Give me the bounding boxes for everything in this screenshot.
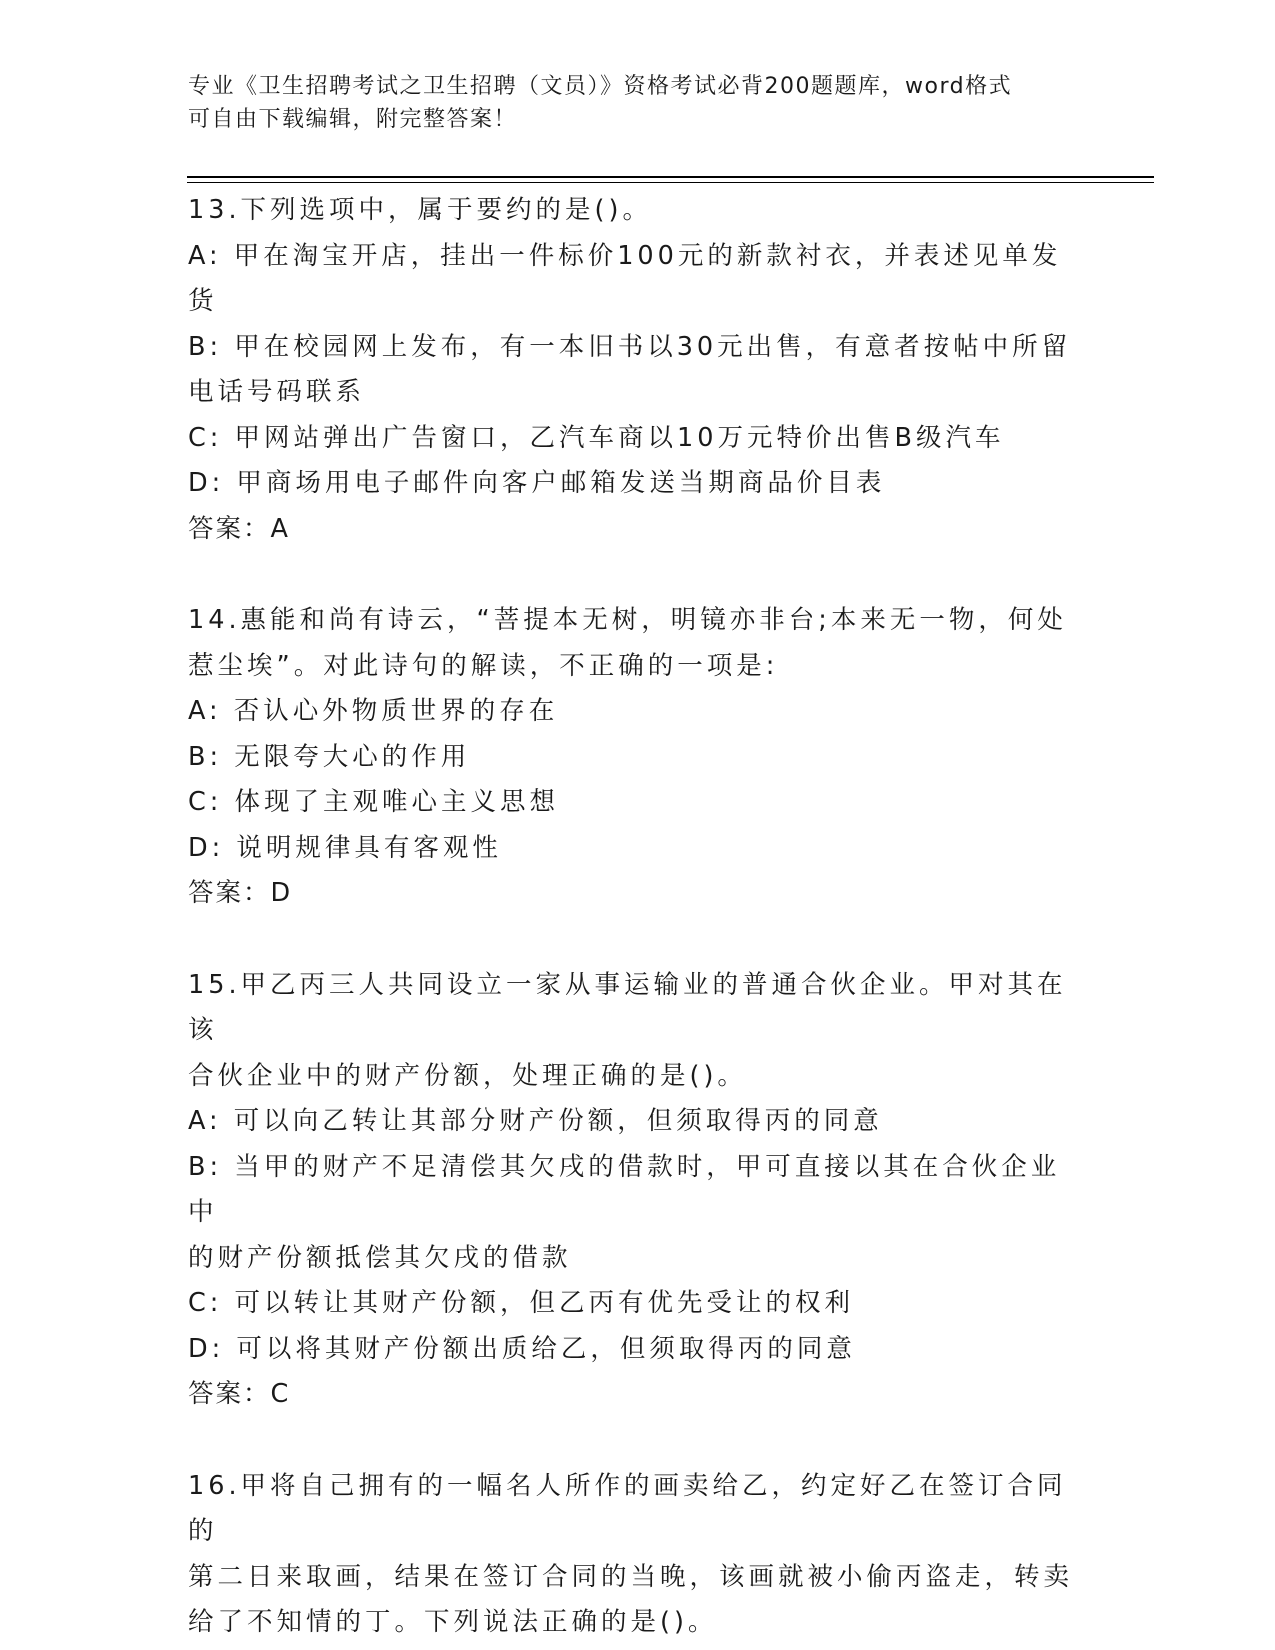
question-stem-continued: 合伙企业中的财产份额，处理正确的是()。 [188,1060,747,1091]
question-stem: 16.甲将自己拥有的一幅名人所作的画卖给乙，约定好乙在签订合同的 [188,1470,1067,1546]
option-d: D: 可以将其财产份额出质给乙，但须取得丙的同意 [188,1333,856,1364]
option-a: A: 可以向乙转让其部分财产份额，但须取得丙的同意 [188,1106,883,1136]
option-b-continued: 电话号码联系 [188,377,366,407]
document-header [188,70,1088,136]
option-d: D: 说明规律具有客观性 [188,832,502,863]
option-b-continued: 的财产份额抵偿其欠戌的借款 [188,1242,572,1273]
option-a: A: 否认心外物质世界的存在 [188,696,559,726]
option-a: A: 甲在淘宝开店，挂出一件标价100元的新款衬衣，并表述见单发货 [188,240,1062,316]
spacer [188,1418,1078,1464]
header-line-2: 可自由下载编辑，附完整答案！ [188,107,518,132]
spacer [188,552,1078,598]
header-divider-thin [187,182,1154,183]
question-stem: 15.甲乙丙三人共同设立一家从事运输业的普通合伙企业。甲对其在该 [188,969,1067,1045]
question-stem-continued: 给了不知情的丁。下列说法正确的是()。 [188,1607,718,1637]
option-c: C: 体现了主观唯心主义思想 [188,787,560,817]
question-stem: 13.下列选项中，属于要约的是()。 [188,195,652,225]
header-divider-thick [187,176,1154,178]
spacer [188,917,1078,963]
option-b: B: 甲在校园网上发布，有一本旧书以30元出售，有意者按帖中所留 [188,331,1072,362]
question-13 [188,188,1078,552]
answer: 答案：A [188,513,290,544]
option-c: C: 可以转让其财产份额，但乙丙有优先受让的权利 [188,1288,855,1318]
question-14 [188,598,1078,917]
question-15 [188,963,1078,1418]
answer: 答案：C [188,1379,291,1409]
question-list [188,188,1078,1646]
question-stem: 14.惠能和尚有诗云，“菩提本无树，明镜亦非台;本来无一物，何处 [188,605,1067,635]
question-stem-continued: 惹尘埃”。对此诗句的解读，不正确的一项是: [188,650,779,681]
option-d: D: 甲商场用电子邮件向客户邮箱发送当期商品价目表 [188,468,886,498]
question-16 [188,1464,1078,1646]
option-b: B: 无限夸大心的作用 [188,741,471,772]
option-b: B: 当甲的财产不足清偿其欠戌的借款时，甲可直接以其在合伙企业中 [188,1151,1061,1227]
answer: 答案：D [188,878,293,908]
question-stem-continued: 第二日来取画，结果在签订合同的当晚，该画就被小偷丙盗走，转卖 [188,1561,1074,1592]
option-c: C: 甲网站弹出广告窗口，乙汽车商以10万元特价出售B级汽车 [188,422,1005,453]
header-line-1: 专业《卫生招聘考试之卫生招聘（文员）》资格考试必背200题题库，word格式 [188,74,1013,99]
